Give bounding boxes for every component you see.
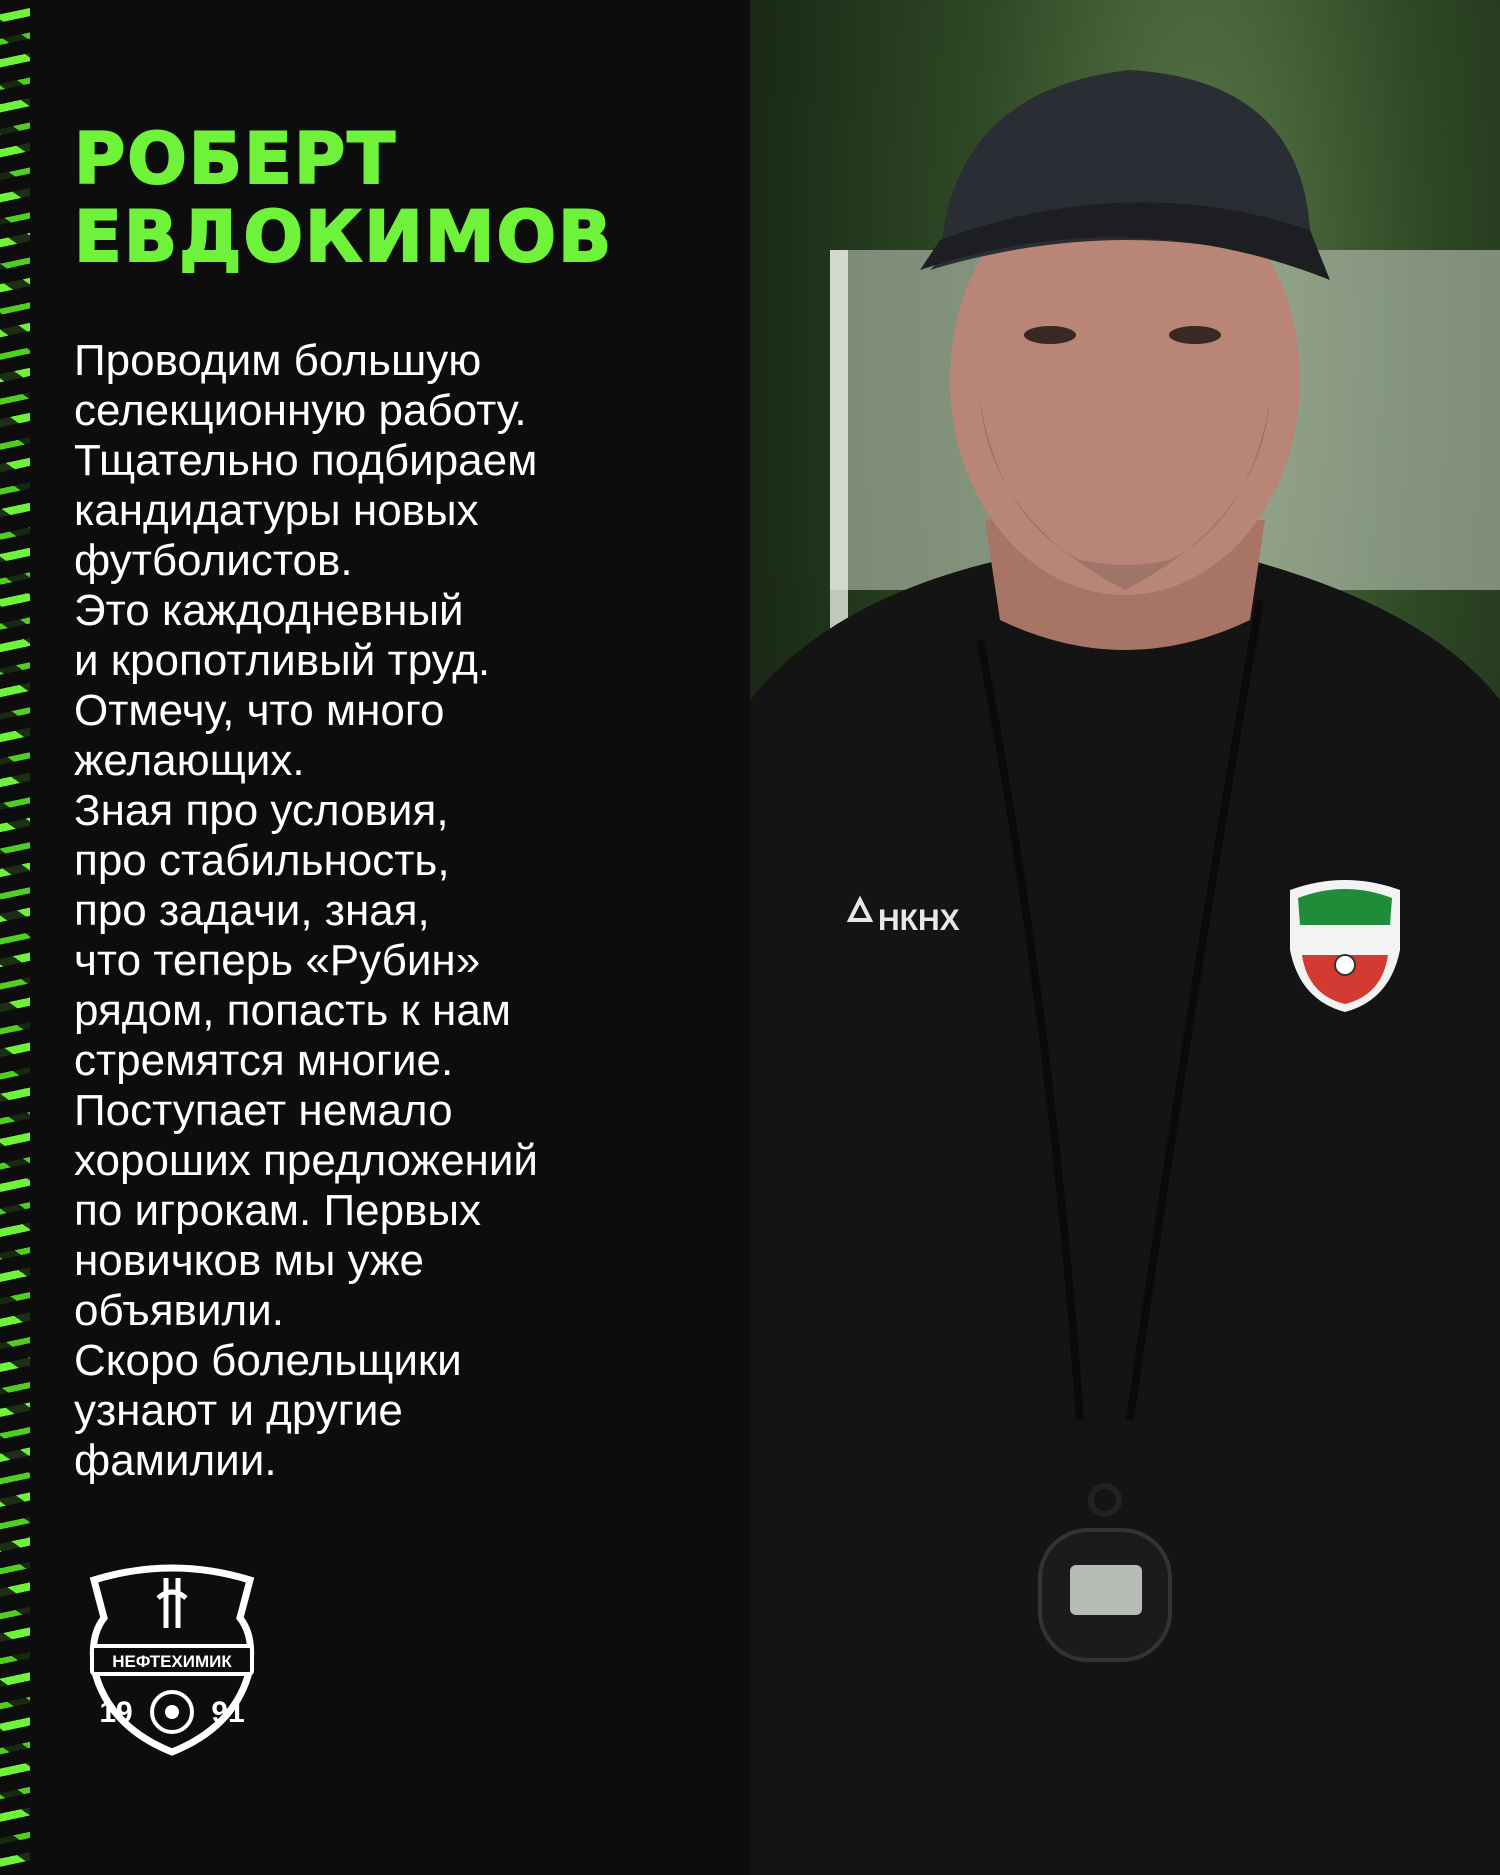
quote-line: желающих. [74, 736, 305, 785]
crest-year-right: 91 [211, 1696, 245, 1729]
quote-line: рядом, попасть к нам [74, 986, 512, 1035]
quote-line: хороших предложений [74, 1136, 538, 1185]
black-tshirt [750, 560, 1500, 1875]
quote-line: фамилии. [74, 1436, 277, 1485]
quote-line: про задачи, зная, [74, 886, 430, 935]
quote-line: Скоро болельщики [74, 1336, 462, 1385]
crest-club-name: НЕФТЕХИМИК [112, 1652, 232, 1671]
quote-line: кандидатуры новых [74, 486, 479, 535]
quote-line: про стабильность, [74, 836, 450, 885]
person-name [74, 120, 613, 276]
quote-line: Отмечу, что много [74, 686, 445, 735]
club-crest-logo [72, 1558, 272, 1758]
quote-line: по игрокам. Первых [74, 1186, 482, 1235]
quote-line: стремятся многие. [74, 1036, 454, 1085]
quote-line: новичков мы уже [74, 1236, 424, 1285]
quote-text [74, 336, 714, 1486]
sponsor-text: НКНХ [878, 904, 960, 937]
quote-line: Это каждодневный [74, 586, 464, 635]
quote-line: Поступает немало [74, 1086, 453, 1135]
name-line-last: ЕВДОКИМОВ [74, 196, 614, 278]
quote-line: что теперь «Рубин» [74, 936, 481, 985]
quote-line: узнают и другие [74, 1386, 403, 1435]
text-panel [30, 0, 750, 1875]
quote-line: и кропотливый труд. [74, 636, 491, 685]
quote-line: Проводим большую [74, 336, 482, 385]
decorative-pattern-strip [0, 0, 30, 1875]
name-line-first: РОБЕРТ [74, 118, 398, 200]
coach-photo [750, 0, 1500, 1875]
quote-line: объявили. [74, 1286, 284, 1335]
quote-line: Тщательно подбираем [74, 436, 538, 485]
crest-year-left: 19 [99, 1696, 133, 1729]
quote-line: футболистов. [74, 536, 353, 585]
quote-line: селекционную работу. [74, 386, 527, 435]
quote-line: Зная про условия, [74, 786, 449, 835]
